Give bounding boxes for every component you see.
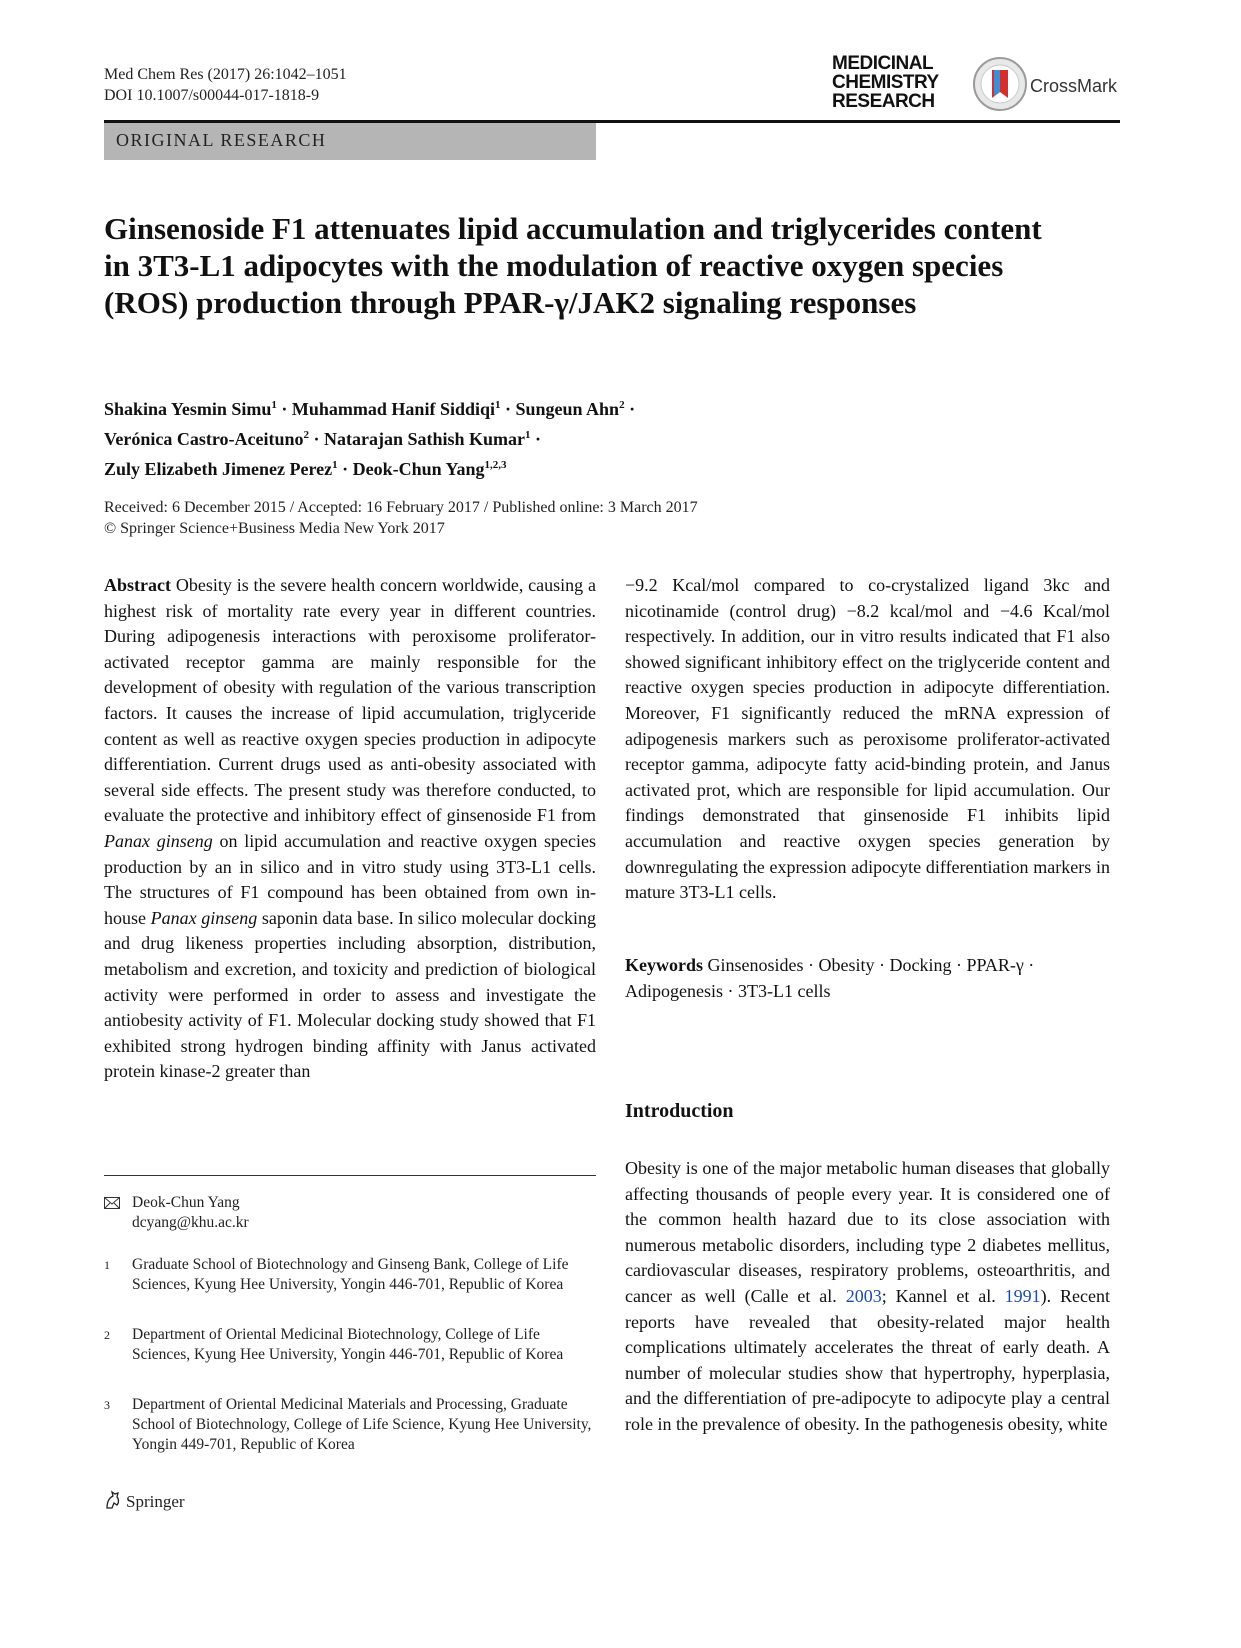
author: Muhammad Hanif Siddiqi$^1$ (291, 399, 501, 419)
author: Zuly Elizabeth Jimenez Perez$^1$ (104, 459, 338, 479)
abstract-column-right (625, 573, 1110, 906)
section-tag (104, 123, 596, 160)
journal-logo (832, 54, 939, 111)
logo-line-2: CHEMISTRY (832, 72, 939, 93)
author: Natarajan Sathish Kumar$^1$ (324, 429, 531, 449)
publisher-footer (104, 1490, 185, 1512)
author: Shakina Yesmin Simu$^1$ (104, 399, 277, 419)
affiliation-1 (104, 1255, 596, 1295)
copyright-line: © Springer Science+Business Media New York 2017 (104, 520, 445, 537)
abstract-text: on lipid accumulation and reactive oxygen species production by an in silico and in vitro study using 3T3-L1 cells. The structures of F1 compound has been obtained from own in-house (104, 830, 597, 928)
crossmark-label[interactable]: CrossMark (1030, 76, 1118, 96)
intro-text: ). Recent reports have revealed that obesity-related major health complications ultimately accelerates the threat of early death. A number of molecular studies show that hypertrophy, hyperplasia, and the differentiation of pre-adipocyte to adipocyte play a central role in the prevalence of obesity. In the pathogenesis obesity, white (625, 1285, 1111, 1434)
logo-line-1: MEDICINAL (832, 53, 934, 74)
contact-email[interactable]: dcyang@khu.ac.kr (132, 1214, 249, 1231)
keywords-list: Ginsenosides · Obesity · Docking · PPAR-γ · Adipogenesis · 3T3-L1 cells (625, 955, 1035, 1001)
abstract-species: Panax ginseng (150, 907, 258, 928)
affiliation-number: 1 (104, 1258, 110, 1272)
corresponding-author (104, 1193, 596, 1233)
contact-name: Deok-Chun Yang (132, 1194, 240, 1211)
keywords (625, 953, 1110, 1004)
logo-line-3: RESEARCH (832, 91, 935, 112)
abstract-column-left (104, 573, 596, 1085)
intro-text: ; Kannel et al. (881, 1285, 996, 1306)
doi: DOI 10.1007/s00044-017-1818-9 (104, 87, 320, 104)
journal-reference (104, 64, 347, 106)
affiliation-text: Department of Oriental Medicinal Biotechnology, College of Life Sciences, Kyung Hee University, Yongin 446-701, Republic of Korea (132, 1326, 564, 1363)
intro-text: Obesity is one of the major metabolic human diseases that globally affecting thousands of people every year. It is considered one of the common health hazard due to its close association with numerous metabolic disorders, including type 2 diabetes mellitus, cardiovascular diseases, respiratory problems, osteoarthritis, and cancer as well (Calle et al. (625, 1158, 1110, 1306)
dates-line: Received: 6 December 2015 / Accepted: 16 February 2017 / Published online: 3 March 2017 (104, 499, 698, 516)
section-label: ORIGINAL RESEARCH (116, 130, 327, 150)
envelope-icon (104, 1197, 120, 1209)
author: Sungeun Ahn$^2$ (515, 399, 625, 419)
publication-dates (104, 497, 698, 539)
affiliation-2 (104, 1325, 596, 1365)
affiliation-number: 2 (104, 1328, 110, 1342)
affiliation-text: Department of Oriental Medicinal Materials and Processing, Graduate School of Biotechnology, College of Life Science, Kyung Hee University, Yongin 449-701, Republic of Korea (132, 1396, 592, 1453)
citation-link[interactable]: 2003 (845, 1285, 882, 1306)
abstract-text: saponin data base. In silico molecular docking and drug likeness properties including absorption, distribution, metabolism and excretion, and toxicity and prediction of biological activity were performed in order to assess and investigate the antiobesity activity of F1. Molecular docking study showed that F1 exhibited strong hydrogen binding affinity with Janus activated protein kinase-2 greater than (104, 907, 597, 1082)
affiliation-number: 3 (104, 1398, 110, 1412)
crossmark-icon[interactable] (972, 56, 1028, 112)
springer-horse-icon (104, 1490, 122, 1510)
journal-logo-block (832, 52, 1122, 118)
introduction-heading: Introduction (625, 1100, 734, 1122)
publisher-name: Springer (126, 1492, 185, 1511)
author: Verónica Castro-Aceituno$^2$ (104, 429, 309, 449)
introduction-text (625, 1156, 1110, 1438)
affiliation-3 (104, 1395, 596, 1455)
article-title: Ginsenoside F1 attenuates lipid accumulation and triglycerides content in 3T3-L1 adipocytes with the modulation of reactive oxygen species (ROS) production through PPAR-γ/JAK2 signaling responses (104, 211, 1042, 320)
abstract-heading: Abstract (104, 575, 171, 595)
author: Deok-Chun Yang$^{1,2,3}$ (352, 459, 507, 479)
citation-link[interactable]: 1991 (1004, 1285, 1041, 1306)
journal-citation: Med Chem Res (2017) 26:1042–1051 (104, 66, 347, 83)
abstract-species: Panax ginseng (104, 830, 213, 851)
footnote-rule (104, 1175, 596, 1176)
author-list: Shakina Yesmin Simu$^1$ · Muhammad Hanif Siddiqi$^1$ · Sungeun Ahn$^2$ · Verónica Castro-Aceituno$^2$ · Natarajan Sathish Kumar$^1$ · Zuly Elizabeth Jimenez Perez$^1$ · Deok-Chun Yang$^{1,2,3}$ (104, 399, 636, 479)
affiliation-text: Graduate School of Biotechnology and Ginseng Bank, College of Life Sciences, Kyung Hee University, Yongin 446-701, Republic of Korea (132, 1256, 569, 1293)
abstract-text: −9.2 Kcal/mol compared to co-crystalized ligand 3kc and nicotinamide (control drug) −8.2 kcal/mol and −4.6 Kcal/mol respectively. In addition, our in vitro results indicated that F1 also showed significant inhibitory effect on the triglyceride content and reactive oxygen species production in adipocyte differentiation. Moreover, F1 significantly reduced the mRNA expression of adipogenesis markers such as peroxisome proliferator-activated receptor gamma, adipocyte fatty acid-binding protein, and Janus activated prot, which are responsible for lipid accumulation. Our findings demonstrated that ginsenoside F1 inhibits lipid accumulation and reactive oxygen species generation by downregulating the expression adipocyte differentiation markers in mature 3T3-L1 cells. (625, 575, 1110, 903)
abstract-text: Obesity is the severe health concern worldwide, causing a highest risk of mortality rate every year in different countries. During adipogenesis interactions with peroxisome proliferator-activated receptor gamma are mainly responsible for the development of obesity with regulation of the various transcription factors. It causes the increase of lipid accumulation, triglyceride content as well as reactive oxygen species production in adipocyte differentiation. Current drugs used as anti-obesity associated with several side effects. The present study was therefore conducted, to evaluate the protective and inhibitory effect of ginsenoside F1 from (104, 575, 597, 826)
keywords-heading: Keywords (625, 955, 703, 975)
